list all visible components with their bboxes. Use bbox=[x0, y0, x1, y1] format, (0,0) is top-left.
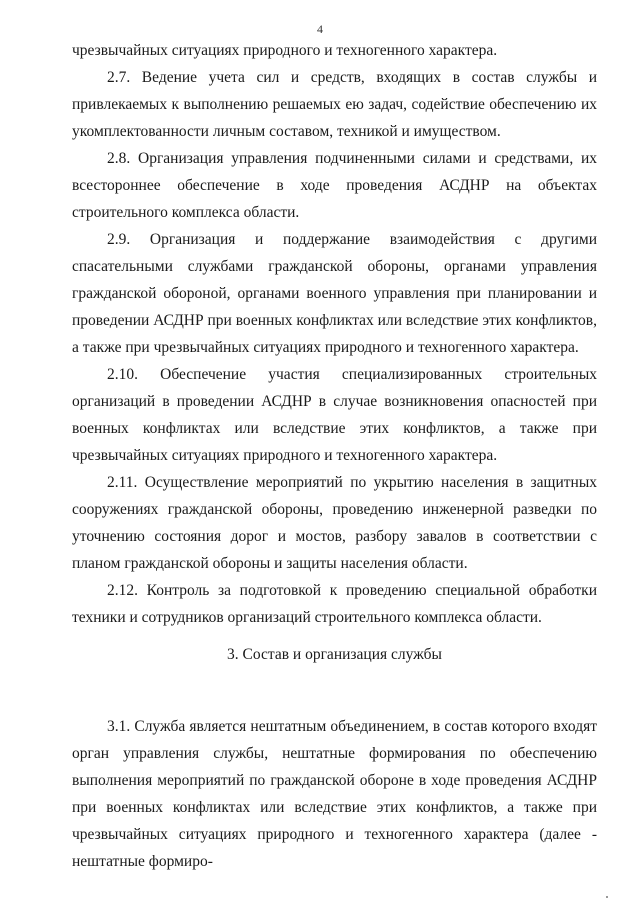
paragraph-2-11: 2.11. Осуществление мероприятий по укрытию населения в защитных сооружениях гражданской обороны, проведению инженерной разведки по уточнению состояния дорог и мостов, разбору завалов в соответствии с планом гражданской обороны и защиты населения области. bbox=[72, 474, 597, 572]
paragraph-continuation: чрезвычайных ситуациях природного и техногенного характера. bbox=[72, 42, 498, 59]
document-body bbox=[72, 37, 597, 875]
section-heading: 3. Состав и организация службы bbox=[227, 646, 442, 663]
paragraph-3-1: 3.1. Служба является нештатным объединением, в состав которого входят орган управления службы, нештатные формирования по обеспечению выполнения мероприятий по гражданской обороне в ходе проведения АСДНР при военных конфликтах или вследствие этих конфликтов, а также при чрезвычайных ситуациях природного и техногенного характера (далее - нештатные формиро- bbox=[72, 718, 597, 870]
paragraph-2-8: 2.8. Организация управления подчиненными силами и средствами, их всестороннее обеспечение в ходе проведения АСДНР на объектах строительного комплекса области. bbox=[72, 150, 597, 221]
page-number: 4 bbox=[317, 22, 323, 36]
paragraph-2-9: 2.9. Организация и поддержание взаимодействия с другими спасательными службами гражданской обороны, органами управления гражданской обороной, органами военного управления при планировании и проведении АСДНР при военных конфликтах или вследствие этих конфликтов, а также при чрезвычайных ситуациях природного и техногенного характера. bbox=[72, 231, 597, 356]
paragraph-2-12: 2.12. Контроль за подготовкой к проведению специальной обработки техники и сотрудников организаций строительного комплекса области. bbox=[72, 582, 597, 626]
paragraph-2-7: 2.7. Ведение учета сил и средств, входящих в состав службы и привлекаемых к выполнению решаемых ею задач, содействие обеспечению их укомплектованности личным составом, техникой и имуществом. bbox=[72, 69, 597, 140]
paragraph-2-10: 2.10. Обеспечение участия специализированных строительных организаций в проведении АСДНР в случае возникновения опасностей при военных конфликтах или вследствие этих конфликтов, а также при чрезвычайных ситуациях природного и техногенного характера. bbox=[72, 366, 597, 464]
scan-artifact-dot bbox=[606, 896, 608, 898]
